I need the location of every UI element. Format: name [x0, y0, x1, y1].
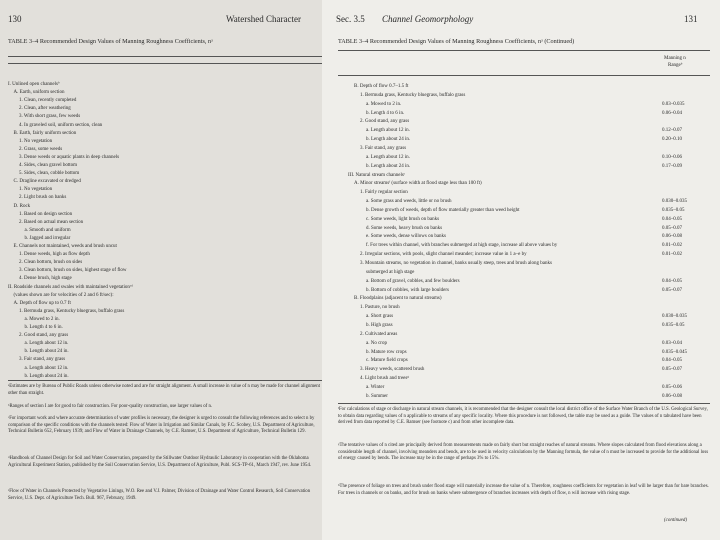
right-header-rule [338, 75, 710, 76]
table-row-label: 2. Irregular sections, with pools, slight channel meander; increase value in 1 a–e by [360, 252, 527, 258]
table-row-label: 2. Good stand, any grass [360, 119, 410, 125]
table-row-label: 2. Grass, some weeds [19, 146, 63, 152]
table-row-label: I. Unlined open channelsᵇ [8, 82, 60, 87]
table-row-label: f. For trees within channel, with branches submerged at high stage, increase all above values by [366, 243, 558, 249]
table-row-label: 1. Fairly regular section [360, 190, 408, 196]
table-row-label: 1. Dense weeds, high as flow depth [19, 252, 90, 258]
table-row-value: 0.05–0.07 [662, 225, 682, 231]
col-header-manning-n: Manning n [664, 56, 686, 61]
table-row-label: 2. Cultivated areas [360, 331, 398, 337]
table-row-label: b. Length 4 to 6 in. [24, 325, 63, 330]
table-row-label: a. Mowed to 2 in. [24, 316, 60, 322]
table-row-value: 0.035–0.045 [662, 349, 687, 355]
table-row-label: 2. Light brush on banks [19, 195, 67, 201]
table-row-value: 0.030–0.035 [662, 314, 687, 320]
left-top-rule [8, 56, 322, 57]
table-row-label: b. Jagged and irregular [24, 235, 71, 241]
table-row-value: 0.04–0.05 [662, 358, 682, 364]
table-row-value: 0.03–0.035 [662, 101, 685, 107]
right-running-head: Channel Geomorphology [382, 14, 474, 24]
table-row-value: 0.12–0.07 [662, 128, 682, 134]
table-row-label: A. Depth of flow up to 0.7 ft [13, 300, 71, 306]
table-row-label: b. Mature row crops [366, 349, 407, 355]
continued-label: (continued) [664, 518, 688, 523]
table-row-label: b. Length about 24 in. [24, 373, 69, 379]
table-row-value: 0.06–0.08 [662, 393, 682, 399]
left-table-title: TABLE 3–4 Recommended Design Values of Manning Roughness Coefficients, nᵃ [8, 38, 213, 45]
table-row-label: 2. Based on actual mean section [19, 219, 84, 225]
table-row-value: 0.01–0.02 [662, 243, 682, 249]
table-row-label: e. Some weeds, dense willows on banks [366, 234, 446, 240]
table-row-label: 3. Fair stand, any grass [19, 357, 66, 363]
table-row-label: E. Channels not maintained, weeds and brush uncut [13, 244, 117, 249]
right-section-label: Sec. 3.5 [336, 14, 365, 24]
table-row-value: 0.17–0.09 [662, 163, 682, 169]
left-header-rule [8, 63, 322, 64]
table-row-label: b. Bottom of cobbles, with large boulders [366, 287, 449, 293]
table-row-label: 1. Clean, recently completed [19, 98, 77, 104]
table-row-label: 3. Heavy weeds, scattered brush [360, 367, 425, 373]
table-row-label: b. Summer [366, 393, 388, 399]
table-row-label: a. Length about 12 in. [24, 341, 69, 347]
table-row-label: II. Roadside channels and swales with maintained vegetationᶜᵈ [8, 284, 133, 290]
right-table-title: TABLE 3–4 Recommended Design Values of Manning Roughness Coefficients, nᵃ (Continued) [338, 38, 575, 45]
col-header-range: Rangeᵇ [668, 63, 683, 68]
table-row-label: (values shown are for velocities of 2 and 6 ft/sec): [13, 292, 114, 298]
table-row-label: b. High grass [366, 322, 393, 328]
table-row-label: III. Natural stream channelsᶜ [348, 172, 406, 178]
table-row-label: 3. With short grass, few weeds [19, 114, 81, 120]
table-row-value: 0.01–0.02 [662, 252, 682, 258]
table-row-label: C. Dragline excavated or dredged [13, 179, 81, 185]
table-row-label: a. Length about 12 in. [366, 128, 410, 134]
table-row-label: 1. Bermuda grass, Kentucky bluegrass, buffalo grass [360, 92, 466, 98]
table-row-label: B. Depth of flow 0.7–1.5 ft [354, 84, 409, 89]
right-bottom-rule [338, 403, 710, 404]
table-row-label: 3. Dense weeds or aquatic plants in deep channels [19, 154, 120, 160]
table-row-value: 0.030–0.035 [662, 199, 687, 205]
table-row-label: 3. Fair stand, any grass [360, 145, 407, 151]
footnote: ʰThe presence of foliage on trees and brush under flood stage will materially increase the value of n. Therefore, roughness coefficients for vegetation in leaf will be larger than for bare branches. For trees in channels or on banks, and for brush on banks where submergence of branches increases with depth of flow, n will increase with rising stage. [338, 484, 709, 496]
table-row-label: D. Rock [13, 203, 31, 209]
table-row-label: a. Length about 12 in. [366, 154, 410, 160]
table-row-label: 4. Sides, clean gravel bottom [19, 163, 78, 168]
table-row-label: 4. Light brush and treesᵍ [360, 376, 409, 382]
table-row-label: a. No crop [366, 340, 387, 346]
table-row-label: a. Mowed to 2 in. [366, 101, 402, 107]
table-row-value: 0.05–0.06 [662, 384, 682, 390]
table-row-label: 1. No vegetation [19, 138, 53, 144]
table-row-label: 4. In graveled soil, uniform section, clean [19, 122, 103, 128]
table-row-label: submerged at high stage [366, 269, 415, 275]
table-row-value: 0.05–0.07 [662, 287, 682, 293]
table-row-label: B. Floodplains (adjacent to natural streams) [354, 296, 442, 302]
left-page [0, 0, 323, 540]
table-row-label: d. Some weeds, heavy brush on banks [366, 225, 443, 231]
table-row-value: 0.06–0.04 [662, 110, 682, 116]
table-row-label: a. Smooth and uniform [24, 227, 71, 233]
footnote: ᶠFor calculations of stage or discharge in natural stream channels, it is recommended that the designer consult the local district office of the Surface Water Branch of the U.S. Geological Survey, to obtain data regarding values of n applicable to streams of any specific locality. Where this procedure is not followed, the table may be used as a guide. The values of n tabulated have been derived from data reported by C.E. Ramser (see footnote c) and from other incomplete data. [338, 407, 708, 425]
table-row-label: a. Short grass [366, 314, 394, 320]
table-row-value: 0.035–0.05 [662, 322, 685, 328]
left-page-number: 130 [8, 14, 22, 24]
table-row-label: b. Length about 24 in. [366, 163, 411, 169]
table-row-label: 1. No vegetation [19, 187, 53, 193]
table-row-label: 4. Dense brush, high stage [19, 276, 72, 282]
table-row-value: 0.04–0.05 [662, 216, 682, 222]
left-running-head: Watershed Character [226, 14, 301, 24]
table-row-label: 1. Pasture, no brush [360, 305, 400, 311]
table-row-value: 0.10–0.06 [662, 154, 682, 160]
table-row-label: b. Dense growth of weeds, depth of flow materially greater than weed height [366, 207, 520, 213]
table-row-label: 3. Mountain streams, no vegetation in channel, banks usually steep, trees and brush along banks [360, 261, 552, 266]
table-row-label: b. Length about 24 in. [24, 349, 69, 355]
table-row-label: 2. Clean, after weathering [19, 106, 71, 112]
table-row-label: 2. Clean bottom, brush on sides [19, 260, 83, 266]
table-row-value: 0.035–0.05 [662, 207, 685, 213]
table-row-label: A. Earth, uniform section [13, 90, 65, 96]
table-row-label: a. Some grass and weeds, little or no brush [366, 199, 452, 205]
table-row-value: 0.04–0.05 [662, 278, 682, 284]
table-row-value: 0.20–0.10 [662, 137, 682, 143]
table-row-label: B. Earth, fairly uniform section [13, 130, 77, 136]
table-row-label: 1. Bermuda grass, Kentucky bluegrass, buffalo grass [19, 308, 125, 314]
left-bottom-rule [8, 380, 322, 381]
table-row-label: 5. Sides, clean, cobble bottom [19, 171, 80, 177]
table-row-label: b. Length 4 to 6 in. [366, 110, 405, 116]
table-row-label: c. Some weeds, light brush on banks [366, 216, 440, 222]
footnote: ᵍThe tentative values of n cited are principally derived from measurements made on fairly short but straight reaches of natural streams. Where slopes calculated from flood elevations along a considerable length of channel, involving meanders and bends, are to be used in velocity calculations by the Manning formula, the value of n must be increased to provide for the additional loss of energy caused by bends. The increase may be in the range of perhaps 3% to 15%. [338, 443, 709, 461]
table-row-value: 0.05–0.07 [662, 367, 682, 373]
table-row-value: 0.06–0.08 [662, 234, 682, 240]
right-top-rule [338, 50, 710, 51]
table-row-label: a. Bottom of gravel, cobbles, and few boulders [366, 278, 460, 284]
footnote: ᵇRanges of section I are for good to fair construction. For poor-quality construction, use larger values of n. [8, 404, 213, 409]
table-row-label: 1. Based on design section [19, 211, 73, 217]
table-row-label: b. Length about 24 in. [366, 137, 411, 143]
table-row-label: a. Winter [366, 384, 385, 390]
table-row-label: a. Length about 12 in. [24, 365, 69, 371]
table-row-label: A. Minor streamsᶠ (surface width at flood stage less than 100 ft) [354, 181, 482, 187]
footnote: ᵉFlow of Water in Channels Protected by Vegetative Linings, W.O. Ree and V.J. Palmer, Division of Drainage and Water Control Research, Soil Conservation Service, U.S. Dept. of Agriculture Tech. Bull. 967, February, 1949. [8, 489, 311, 501]
right-page [322, 0, 720, 540]
right-page-number: 131 [684, 14, 698, 24]
footnote: ᵃEstimates are by Bureau of Public Roads unless otherwise noted and are for straight alignment. A small increase in value of n may be made for channel alignment other than straight. [8, 384, 320, 396]
table-row-value: 0.03–0.04 [662, 340, 682, 346]
table-row-label: 3. Clean bottom, brush on sides, highest stage of flow [19, 268, 127, 274]
table-row-label: 2. Good stand, any grass [19, 333, 69, 339]
footnote: ᵈHandbook of Channel Design for Soil and Water Conservation, prepared by the Stillwater Outdoor Hydraulic Laboratory in cooperation with the Oklahoma Agricultural Experiment Station, published by the Soil Conservation Service, U.S. Department of Agriculture, Publ. SCS-TP-61, March 1947, rev. June 1954. [8, 456, 312, 468]
footnote: ᶜFor important work and where accurate determination of water profiles is necessary, the designer is urged to consult the following references and to select n by comparison of the specific conditions with the channels tested: Flow of Water in Irrigation and Similar Canals, by F.C. Scobey, U.S. Department of Agriculture, Technical Bulletin 652, February 1939; and Flow of Water in Drainage Channels, by C.E. Ramser, U.S. Department of Agriculture, Technical Bulletin 129. [8, 416, 315, 434]
table-row-label: c. Mature field crops [366, 358, 408, 364]
